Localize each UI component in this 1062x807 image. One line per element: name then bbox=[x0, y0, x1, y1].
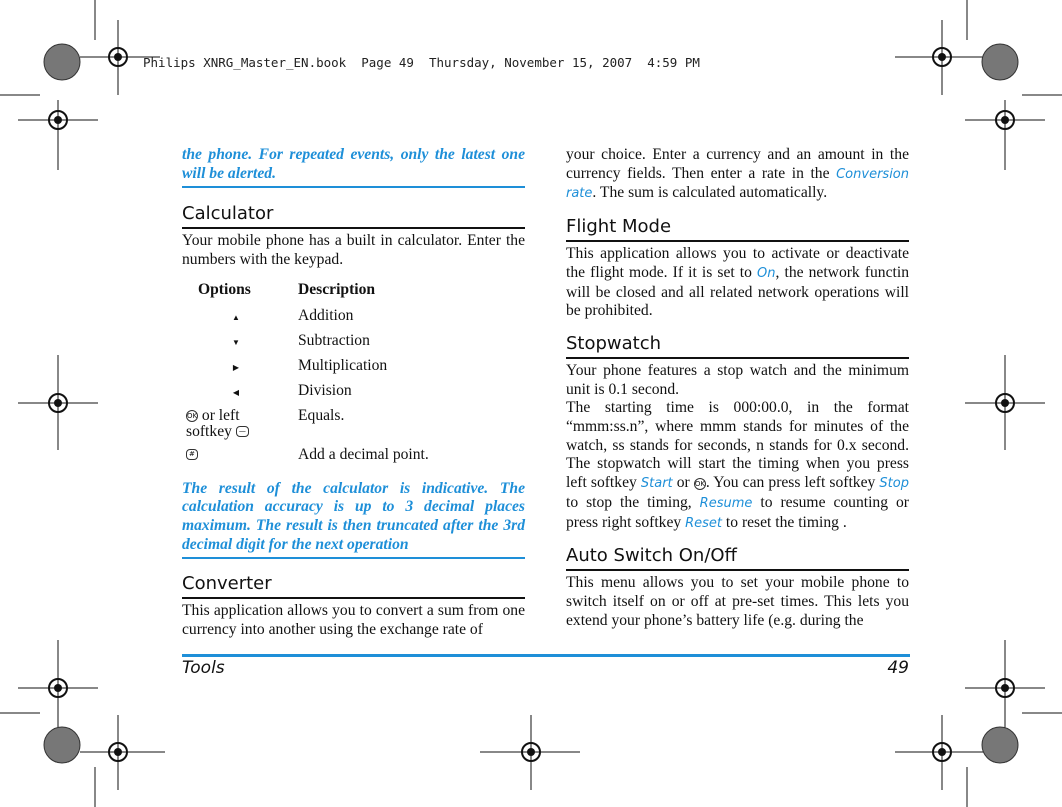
ok-key-icon: OK bbox=[187, 411, 198, 420]
stopwatch-heading: Stopwatch bbox=[566, 332, 909, 359]
calculator-body: Your mobile phone has a built in calculator. Enter the numbers with the keypad. bbox=[182, 232, 525, 269]
page-number: 49 bbox=[887, 658, 909, 678]
table-row bbox=[182, 308, 429, 333]
resume-term: Resume bbox=[699, 495, 753, 511]
stop-term: Stop bbox=[879, 476, 909, 492]
ok-key-icon: OK bbox=[694, 479, 705, 488]
reset-term: Reset bbox=[685, 515, 723, 531]
table-row bbox=[182, 383, 429, 408]
auto-switch-body: This menu allows you to set your mobile phone to switch itself on or off at pre-set times. This lets you extend your phone’s battery life (e.g. during the bbox=[566, 574, 909, 629]
row-description: Add a decimal point. bbox=[298, 445, 429, 463]
left-column bbox=[182, 146, 525, 640]
print-header: Philips XNRG_Master_EN.book Page 49 Thursday, November 15, 2007 4:59 PM bbox=[143, 55, 700, 70]
up-arrow-icon: ▲ bbox=[232, 312, 240, 322]
left-softkey-icon: — bbox=[236, 426, 249, 437]
table-row bbox=[182, 333, 429, 358]
stopwatch-para2: The starting time is 000:00.0, in the format “mmm:ss.n”, where mmm stands for minutes of the watch, ss stands for seconds, n stands for 0.x second. The stopwatch will start the timing when you press left softkey Start or OK. You can press left softkey Stop to stop the timing, Resume to resume counting or press right softkey Reset to reset the timing . bbox=[566, 399, 909, 531]
table-row bbox=[182, 358, 429, 383]
converter-continued: your choice. Enter a currency and an amount in the currency fields. Then enter a rate in the Conversion rate. The sum is calculated automatically. bbox=[566, 146, 909, 202]
table-row bbox=[182, 408, 429, 447]
converter-heading: Converter bbox=[182, 572, 525, 599]
start-term: Start bbox=[640, 476, 673, 492]
equals-option: OK or left softkey — bbox=[182, 408, 298, 447]
stopwatch-para1: Your phone features a stop watch and the minimum unit is 0.1 second. bbox=[566, 361, 909, 398]
left-arrow-icon: ◀ bbox=[232, 387, 240, 397]
intro-note: the phone. For repeated events, only the latest one will be alerted. bbox=[182, 146, 525, 188]
table-header-row bbox=[182, 281, 429, 308]
flight-mode-body: This application allows you to activate or deactivate the flight mode. If it is set to On, the network functin will be closed and all related network operations will be prohibited. bbox=[566, 245, 909, 320]
right-column bbox=[566, 146, 909, 630]
row-description: Multiplication bbox=[298, 356, 388, 374]
conversion-rate-term: Conversion rate bbox=[566, 166, 909, 202]
hash-key-icon: # bbox=[186, 449, 198, 460]
footer-rule bbox=[182, 654, 910, 657]
row-description: Addition bbox=[298, 306, 354, 324]
row-description: Equals. bbox=[298, 406, 345, 424]
options-header: Options bbox=[198, 280, 251, 298]
calculator-note: The result of the calculator is indicative. The calculation accuracy is up to 3 decimal places maximum. The result is then truncated after the 3rd decimal digit for the next operation bbox=[182, 480, 525, 560]
flight-mode-heading: Flight Mode bbox=[566, 215, 909, 242]
row-description: Subtraction bbox=[298, 331, 370, 349]
auto-switch-heading: Auto Switch On/Off bbox=[566, 544, 909, 571]
table-row bbox=[182, 447, 429, 470]
calculator-options-table bbox=[182, 281, 429, 470]
footer-section-title: Tools bbox=[182, 658, 225, 678]
right-arrow-icon: ▶ bbox=[232, 362, 240, 372]
on-term: On bbox=[757, 265, 776, 281]
down-arrow-icon: ▼ bbox=[232, 337, 240, 347]
calculator-heading: Calculator bbox=[182, 202, 525, 229]
converter-body: This application allows you to convert a sum from one currency into another using the exchange rate of bbox=[182, 602, 525, 639]
description-header: Description bbox=[298, 280, 376, 298]
row-description: Division bbox=[298, 381, 352, 399]
